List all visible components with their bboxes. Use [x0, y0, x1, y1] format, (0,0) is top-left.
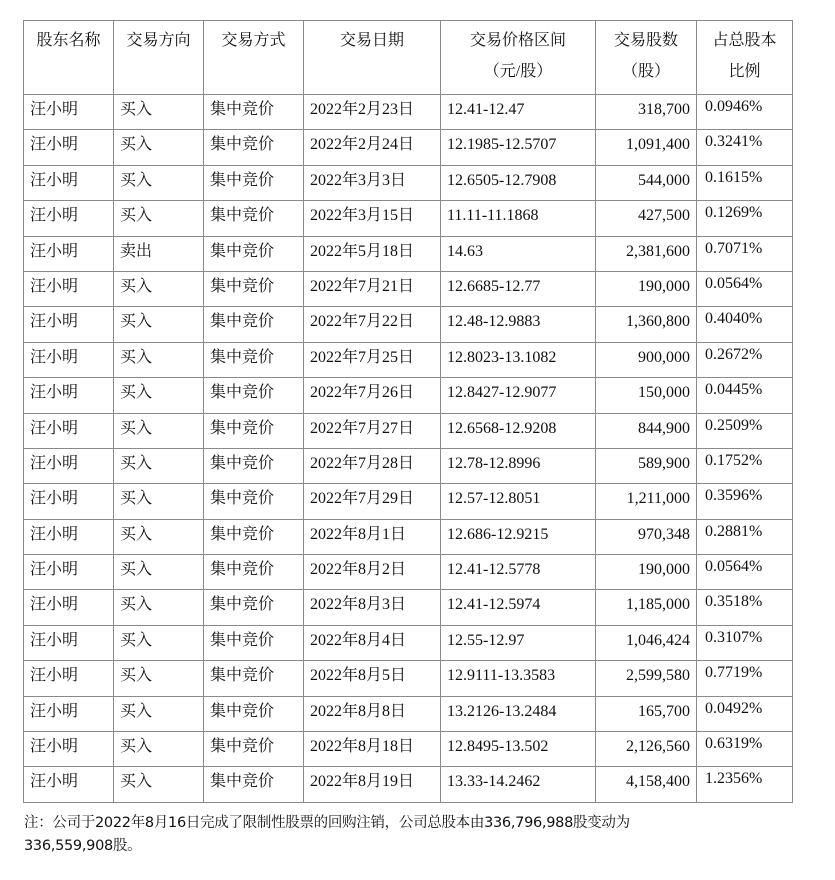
cell-trade-date: 2022年8月1日: [304, 519, 441, 554]
table-row: [24, 342, 793, 377]
header-shareholder-name: [24, 21, 114, 95]
cell-shareholder-name: 汪小明: [24, 130, 114, 165]
cell-share-count: 2,381,600: [596, 236, 697, 271]
cell-trade-direction: 买入: [114, 484, 204, 519]
cell-share-count: 1,211,000: [596, 484, 697, 519]
cell-trade-method: 集中竞价: [204, 448, 304, 483]
cell-trade-date: 2022年7月21日: [304, 271, 441, 306]
cell-shareholder-name: 汪小明: [24, 448, 114, 483]
cell-trade-direction: 买入: [114, 448, 204, 483]
cell-trade-method: 集中竞价: [204, 590, 304, 625]
cell-share-ratio: 0.7719%: [697, 661, 793, 696]
footnote-line-2: 336,559,908股。: [24, 838, 142, 854]
table-row: [24, 448, 793, 483]
table-row: [24, 271, 793, 306]
cell-share-ratio: 0.2881%: [697, 519, 793, 554]
cell-share-count: 318,700: [596, 95, 697, 130]
cell-price-range: 12.41-12.47: [441, 95, 596, 130]
cell-trade-date: 2022年8月2日: [304, 555, 441, 590]
cell-price-range: 12.41-12.5778: [441, 555, 596, 590]
cell-share-ratio: 0.3241%: [697, 130, 793, 165]
cell-share-ratio: 0.0946%: [697, 95, 793, 130]
table-row: [24, 307, 793, 342]
header-trade-method: [204, 21, 304, 95]
cell-trade-method: 集中竞价: [204, 271, 304, 306]
cell-shareholder-name: 汪小明: [24, 307, 114, 342]
cell-price-range: 12.55-12.97: [441, 625, 596, 660]
table-row: [24, 165, 793, 200]
cell-price-range: 12.6505-12.7908: [441, 165, 596, 200]
cell-trade-date: 2022年3月3日: [304, 165, 441, 200]
cell-price-range: 12.9111-13.3583: [441, 661, 596, 696]
cell-trade-direction: 卖出: [114, 236, 204, 271]
table-row: [24, 661, 793, 696]
cell-share-count: 190,000: [596, 271, 697, 306]
cell-share-count: 427,500: [596, 201, 697, 236]
cell-price-range: 14.63: [441, 236, 596, 271]
cell-trade-method: 集中竞价: [204, 201, 304, 236]
cell-price-range: 12.8023-13.1082: [441, 342, 596, 377]
cell-trade-date: 2022年3月15日: [304, 201, 441, 236]
cell-price-range: 12.6568-12.9208: [441, 413, 596, 448]
table-row: [24, 130, 793, 165]
cell-share-ratio: 0.7071%: [697, 236, 793, 271]
cell-trade-direction: 买入: [114, 95, 204, 130]
cell-share-ratio: 0.4040%: [697, 307, 793, 342]
cell-trade-direction: 买入: [114, 767, 204, 802]
cell-trade-method: 集中竞价: [204, 413, 304, 448]
cell-trade-method: 集中竞价: [204, 342, 304, 377]
cell-trade-date: 2022年8月3日: [304, 590, 441, 625]
cell-shareholder-name: 汪小明: [24, 95, 114, 130]
table-row: [24, 767, 793, 802]
cell-share-count: 150,000: [596, 378, 697, 413]
header-trade-date-line: 交易日期: [339, 32, 404, 49]
header-share-ratio: [697, 21, 793, 95]
table-row: [24, 201, 793, 236]
table-body: [24, 95, 793, 803]
table-row: [24, 484, 793, 519]
table-row: [24, 590, 793, 625]
cell-shareholder-name: 汪小明: [24, 625, 114, 660]
header-share-count-line: 交易股数: [613, 32, 678, 49]
cell-shareholder-name: 汪小明: [24, 484, 114, 519]
cell-price-range: 12.686-12.9215: [441, 519, 596, 554]
cell-price-range: 12.8495-13.502: [441, 732, 596, 767]
cell-shareholder-name: 汪小明: [24, 590, 114, 625]
cell-trade-direction: 买入: [114, 696, 204, 731]
cell-share-count: 844,900: [596, 413, 697, 448]
cell-trade-date: 2022年7月26日: [304, 378, 441, 413]
cell-trade-method: 集中竞价: [204, 661, 304, 696]
cell-trade-direction: 买入: [114, 342, 204, 377]
cell-shareholder-name: 汪小明: [24, 378, 114, 413]
cell-share-count: 544,000: [596, 165, 697, 200]
cell-trade-direction: 买入: [114, 413, 204, 448]
cell-share-ratio: 0.0564%: [697, 555, 793, 590]
cell-shareholder-name: 汪小明: [24, 767, 114, 802]
cell-price-range: 12.8427-12.9077: [441, 378, 596, 413]
header-trade-direction: [114, 21, 204, 95]
cell-trade-direction: 买入: [114, 201, 204, 236]
cell-trade-date: 2022年8月18日: [304, 732, 441, 767]
cell-trade-method: 集中竞价: [204, 484, 304, 519]
header-share-count-line: （股）: [621, 63, 670, 80]
header-trade-method-line: 交易方式: [221, 32, 286, 49]
cell-share-count: 1,091,400: [596, 130, 697, 165]
table-row: [24, 625, 793, 660]
cell-trade-method: 集中竞价: [204, 307, 304, 342]
header-share-ratio-line: 占总股本: [712, 32, 777, 49]
cell-trade-date: 2022年7月29日: [304, 484, 441, 519]
cell-price-range: 13.33-14.2462: [441, 767, 596, 802]
cell-share-ratio: 0.0564%: [697, 271, 793, 306]
cell-share-ratio: 0.2509%: [697, 413, 793, 448]
cell-share-ratio: 0.3107%: [697, 625, 793, 660]
cell-trade-direction: 买入: [114, 661, 204, 696]
cell-trade-date: 2022年8月5日: [304, 661, 441, 696]
cell-trade-method: 集中竞价: [204, 130, 304, 165]
cell-shareholder-name: 汪小明: [24, 342, 114, 377]
cell-trade-date: 2022年5月18日: [304, 236, 441, 271]
cell-trade-method: 集中竞价: [204, 519, 304, 554]
cell-price-range: 12.57-12.8051: [441, 484, 596, 519]
cell-price-range: 12.48-12.9883: [441, 307, 596, 342]
table-row: [24, 555, 793, 590]
cell-trade-direction: 买入: [114, 590, 204, 625]
header-trade-direction-line: 交易方向: [126, 32, 191, 49]
table-row: [24, 95, 793, 130]
cell-share-ratio: 0.3596%: [697, 484, 793, 519]
cell-trade-direction: 买入: [114, 130, 204, 165]
cell-trade-method: 集中竞价: [204, 767, 304, 802]
cell-trade-date: 2022年8月19日: [304, 767, 441, 802]
cell-shareholder-name: 汪小明: [24, 732, 114, 767]
cell-share-count: 2,599,580: [596, 661, 697, 696]
cell-trade-method: 集中竞价: [204, 625, 304, 660]
cell-share-count: 165,700: [596, 696, 697, 731]
table-row: [24, 413, 793, 448]
cell-shareholder-name: 汪小明: [24, 519, 114, 554]
cell-share-ratio: 1.2356%: [697, 767, 793, 802]
cell-trade-date: 2022年8月8日: [304, 696, 441, 731]
table-row: [24, 696, 793, 731]
header-shareholder-name-line: 股东名称: [36, 32, 101, 49]
cell-share-ratio: 0.6319%: [697, 732, 793, 767]
cell-trade-method: 集中竞价: [204, 95, 304, 130]
cell-share-count: 1,046,424: [596, 625, 697, 660]
cell-share-count: 900,000: [596, 342, 697, 377]
cell-trade-date: 2022年7月22日: [304, 307, 441, 342]
cell-share-ratio: 0.1615%: [697, 165, 793, 200]
cell-trade-direction: 买入: [114, 555, 204, 590]
cell-share-ratio: 0.0445%: [697, 378, 793, 413]
cell-trade-date: 2022年7月27日: [304, 413, 441, 448]
cell-trade-date: 2022年8月4日: [304, 625, 441, 660]
cell-share-ratio: 0.0492%: [697, 696, 793, 731]
cell-price-range: 13.2126-13.2484: [441, 696, 596, 731]
cell-shareholder-name: 汪小明: [24, 236, 114, 271]
cell-share-count: 1,185,000: [596, 590, 697, 625]
cell-trade-method: 集中竞价: [204, 236, 304, 271]
cell-shareholder-name: 汪小明: [24, 696, 114, 731]
footnote-line-1: 注：公司于2022年8月16日完成了限制性股票的回购注销，公司总股本由336,796,988股变动为: [24, 815, 630, 831]
header-price-range-line: （元/股）: [483, 63, 553, 80]
cell-shareholder-name: 汪小明: [24, 661, 114, 696]
cell-trade-date: 2022年2月23日: [304, 95, 441, 130]
cell-price-range: 11.11-11.1868: [441, 201, 596, 236]
cell-shareholder-name: 汪小明: [24, 165, 114, 200]
shareholder-trading-table: [23, 20, 793, 803]
cell-trade-direction: 买入: [114, 732, 204, 767]
cell-trade-date: 2022年7月28日: [304, 448, 441, 483]
header-share-count: [596, 21, 697, 95]
cell-trade-method: 集中竞价: [204, 378, 304, 413]
cell-price-range: 12.6685-12.77: [441, 271, 596, 306]
cell-share-count: 2,126,560: [596, 732, 697, 767]
cell-share-count: 1,360,800: [596, 307, 697, 342]
cell-trade-method: 集中竞价: [204, 732, 304, 767]
header-share-ratio-line: 比例: [728, 63, 761, 80]
header-price-range: [441, 21, 596, 95]
cell-shareholder-name: 汪小明: [24, 201, 114, 236]
table-row: [24, 519, 793, 554]
cell-trade-method: 集中竞价: [204, 165, 304, 200]
cell-trade-direction: 买入: [114, 519, 204, 554]
cell-trade-date: 2022年2月24日: [304, 130, 441, 165]
cell-trade-direction: 买入: [114, 165, 204, 200]
header-price-range-line: 交易价格区间: [469, 32, 566, 49]
table-header-row: [24, 21, 793, 95]
shareholder-trading-table-container: [23, 20, 793, 803]
cell-share-count: 190,000: [596, 555, 697, 590]
cell-shareholder-name: 汪小明: [24, 413, 114, 448]
table-row: [24, 378, 793, 413]
footnote: [24, 812, 804, 858]
cell-trade-method: 集中竞价: [204, 696, 304, 731]
header-trade-date: [304, 21, 441, 95]
cell-share-count: 589,900: [596, 448, 697, 483]
cell-price-range: 12.1985-12.5707: [441, 130, 596, 165]
cell-share-ratio: 0.1269%: [697, 201, 793, 236]
cell-share-count: 4,158,400: [596, 767, 697, 802]
cell-share-count: 970,348: [596, 519, 697, 554]
cell-price-range: 12.41-12.5974: [441, 590, 596, 625]
cell-share-ratio: 0.3518%: [697, 590, 793, 625]
cell-share-ratio: 0.1752%: [697, 448, 793, 483]
cell-shareholder-name: 汪小明: [24, 555, 114, 590]
cell-trade-direction: 买入: [114, 307, 204, 342]
cell-trade-direction: 买入: [114, 378, 204, 413]
cell-trade-method: 集中竞价: [204, 555, 304, 590]
cell-trade-direction: 买入: [114, 625, 204, 660]
cell-share-ratio: 0.2672%: [697, 342, 793, 377]
cell-trade-date: 2022年7月25日: [304, 342, 441, 377]
table-row: [24, 732, 793, 767]
cell-shareholder-name: 汪小明: [24, 271, 114, 306]
cell-price-range: 12.78-12.8996: [441, 448, 596, 483]
table-row: [24, 236, 793, 271]
cell-trade-direction: 买入: [114, 271, 204, 306]
